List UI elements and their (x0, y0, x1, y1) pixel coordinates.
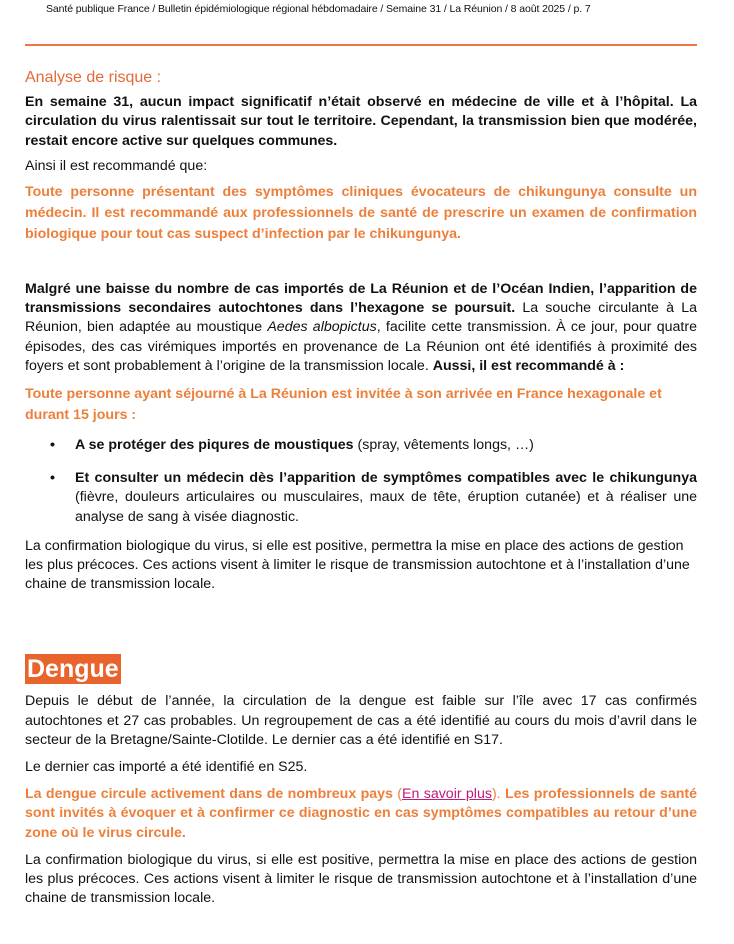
spacer (25, 245, 697, 280)
travelers-recommendation: Toute personne ayant séjourné à La Réunion est invitée à son arrivée en France hexagonale et durant 15 jours : (25, 386, 662, 424)
species-name: Aedes albopictus (267, 319, 377, 336)
list-item (50, 469, 697, 527)
bullet-text: (fièvre, douleurs articulaires ou musculaires, maux de tête, éruption cutanée) et à réaliser une analyse de sang à visée diagnostic. (75, 489, 697, 525)
header-divider (25, 44, 697, 46)
bullet-bold: A se protéger des piqures de moustiques (75, 437, 354, 454)
list-item (50, 436, 697, 455)
risk-analysis-heading: Analyse de risque : (25, 69, 162, 86)
paren-open: ( (397, 786, 403, 803)
bullet-bold: Et consulter un médecin dès l’apparition de symptômes compatibles avec le chikungunya (75, 470, 697, 487)
spacer (25, 594, 697, 654)
risk-summary: En semaine 31, aucun impact significatif n’était observé en médecine de ville et à l’hôpital. La circulation du virus ralentissait sur tout le territoire. Cependant, la transmission bien que modérée, restait encore active sur quelques communes. (25, 94, 697, 149)
dengue-situation: Depuis le début de l’année, la circulation de la dengue est faible sur l’île avec 17 cas confirmés autochtones et 27 cas probables. Un regroupement de cas a été identifié au cours du mois d’avril dans le secteur de la Bretagne/Sainte-Clotilde. Le dernier cas a été identifié en S17. (25, 693, 697, 748)
dengue-last-imported: Le dernier cas importé a été identifié en S25. (25, 759, 308, 776)
learn-more-link[interactable]: En savoir plus (402, 786, 492, 803)
bullet-icon: • (50, 470, 55, 487)
hexagone-lead: Malgré une baisse du nombre de cas importés de La Réunion et de l’Océan Indien, l’apparition de transmissions secondaires autochtones dans l’hexagone se poursuit. (25, 281, 697, 317)
hexagone-paragraph (25, 280, 697, 376)
risk-recommendation: Toute personne présentant des symptômes cliniques évocateurs de chikungunya consulte un médecin. Il est recommandé aux professionnels de santé de prescrire un examen de confirmation biologique pour tout cas suspect d’infection par le chikungunya. (25, 184, 697, 243)
dengue-alert (25, 785, 697, 843)
hexagone-confirmation: La confirmation biologique du virus, si elle est positive, permettra la mise en place des actions de gestion les plus précoces. Ces actions visent à limiter le risque de transmission autochtone et à l’installation d’une chaine de transmission locale. (25, 537, 690, 593)
bullet-icon: • (50, 437, 55, 454)
dengue-confirmation: La confirmation biologique du virus, si elle est positive, permettra la mise en place des actions de gestion les plus précoces. Ces actions visent à limiter le risque de transmission autochtone et à l’installation d’une chaine de transmission locale. (25, 851, 697, 907)
dengue-section-heading: Dengue (27, 655, 119, 684)
dengue-alert-text-1: La dengue circule activement dans de nombreux pays (25, 786, 398, 803)
paren-close: ). (491, 786, 501, 803)
running-header: Santé publique France / Bulletin épidémiologique régional hébdomadaire / Semaine 31 / La Réunion / 8 août 2025 / p. 7 (46, 3, 591, 15)
hexagone-tail: Aussi, il est recommandé à : (432, 357, 625, 374)
page-content (25, 68, 697, 908)
bullet-text: (spray, vêtements longs, …) (353, 437, 534, 454)
risk-intro: Ainsi il est recommandé que: (25, 157, 208, 174)
hexagone-text-2: , facilite cette transmission. À ce jour, pour quatre épisodes, des cas virémiques importés en provenance de La Réunion ont été identifiés à proximité des foyers et sont probablement à l’origine de la transmission locale. (25, 319, 697, 374)
dengue-alert-text-2: Les professionnels de santé sont invités à évoquer et à confirmer ce diagnostic en cas symptômes compatibles au retour d’une zone où le virus circule. (25, 786, 698, 841)
recommendation-list (25, 436, 697, 527)
hexagone-text-1: La souche circulante à La Réunion, bien adaptée au moustique (25, 300, 697, 336)
